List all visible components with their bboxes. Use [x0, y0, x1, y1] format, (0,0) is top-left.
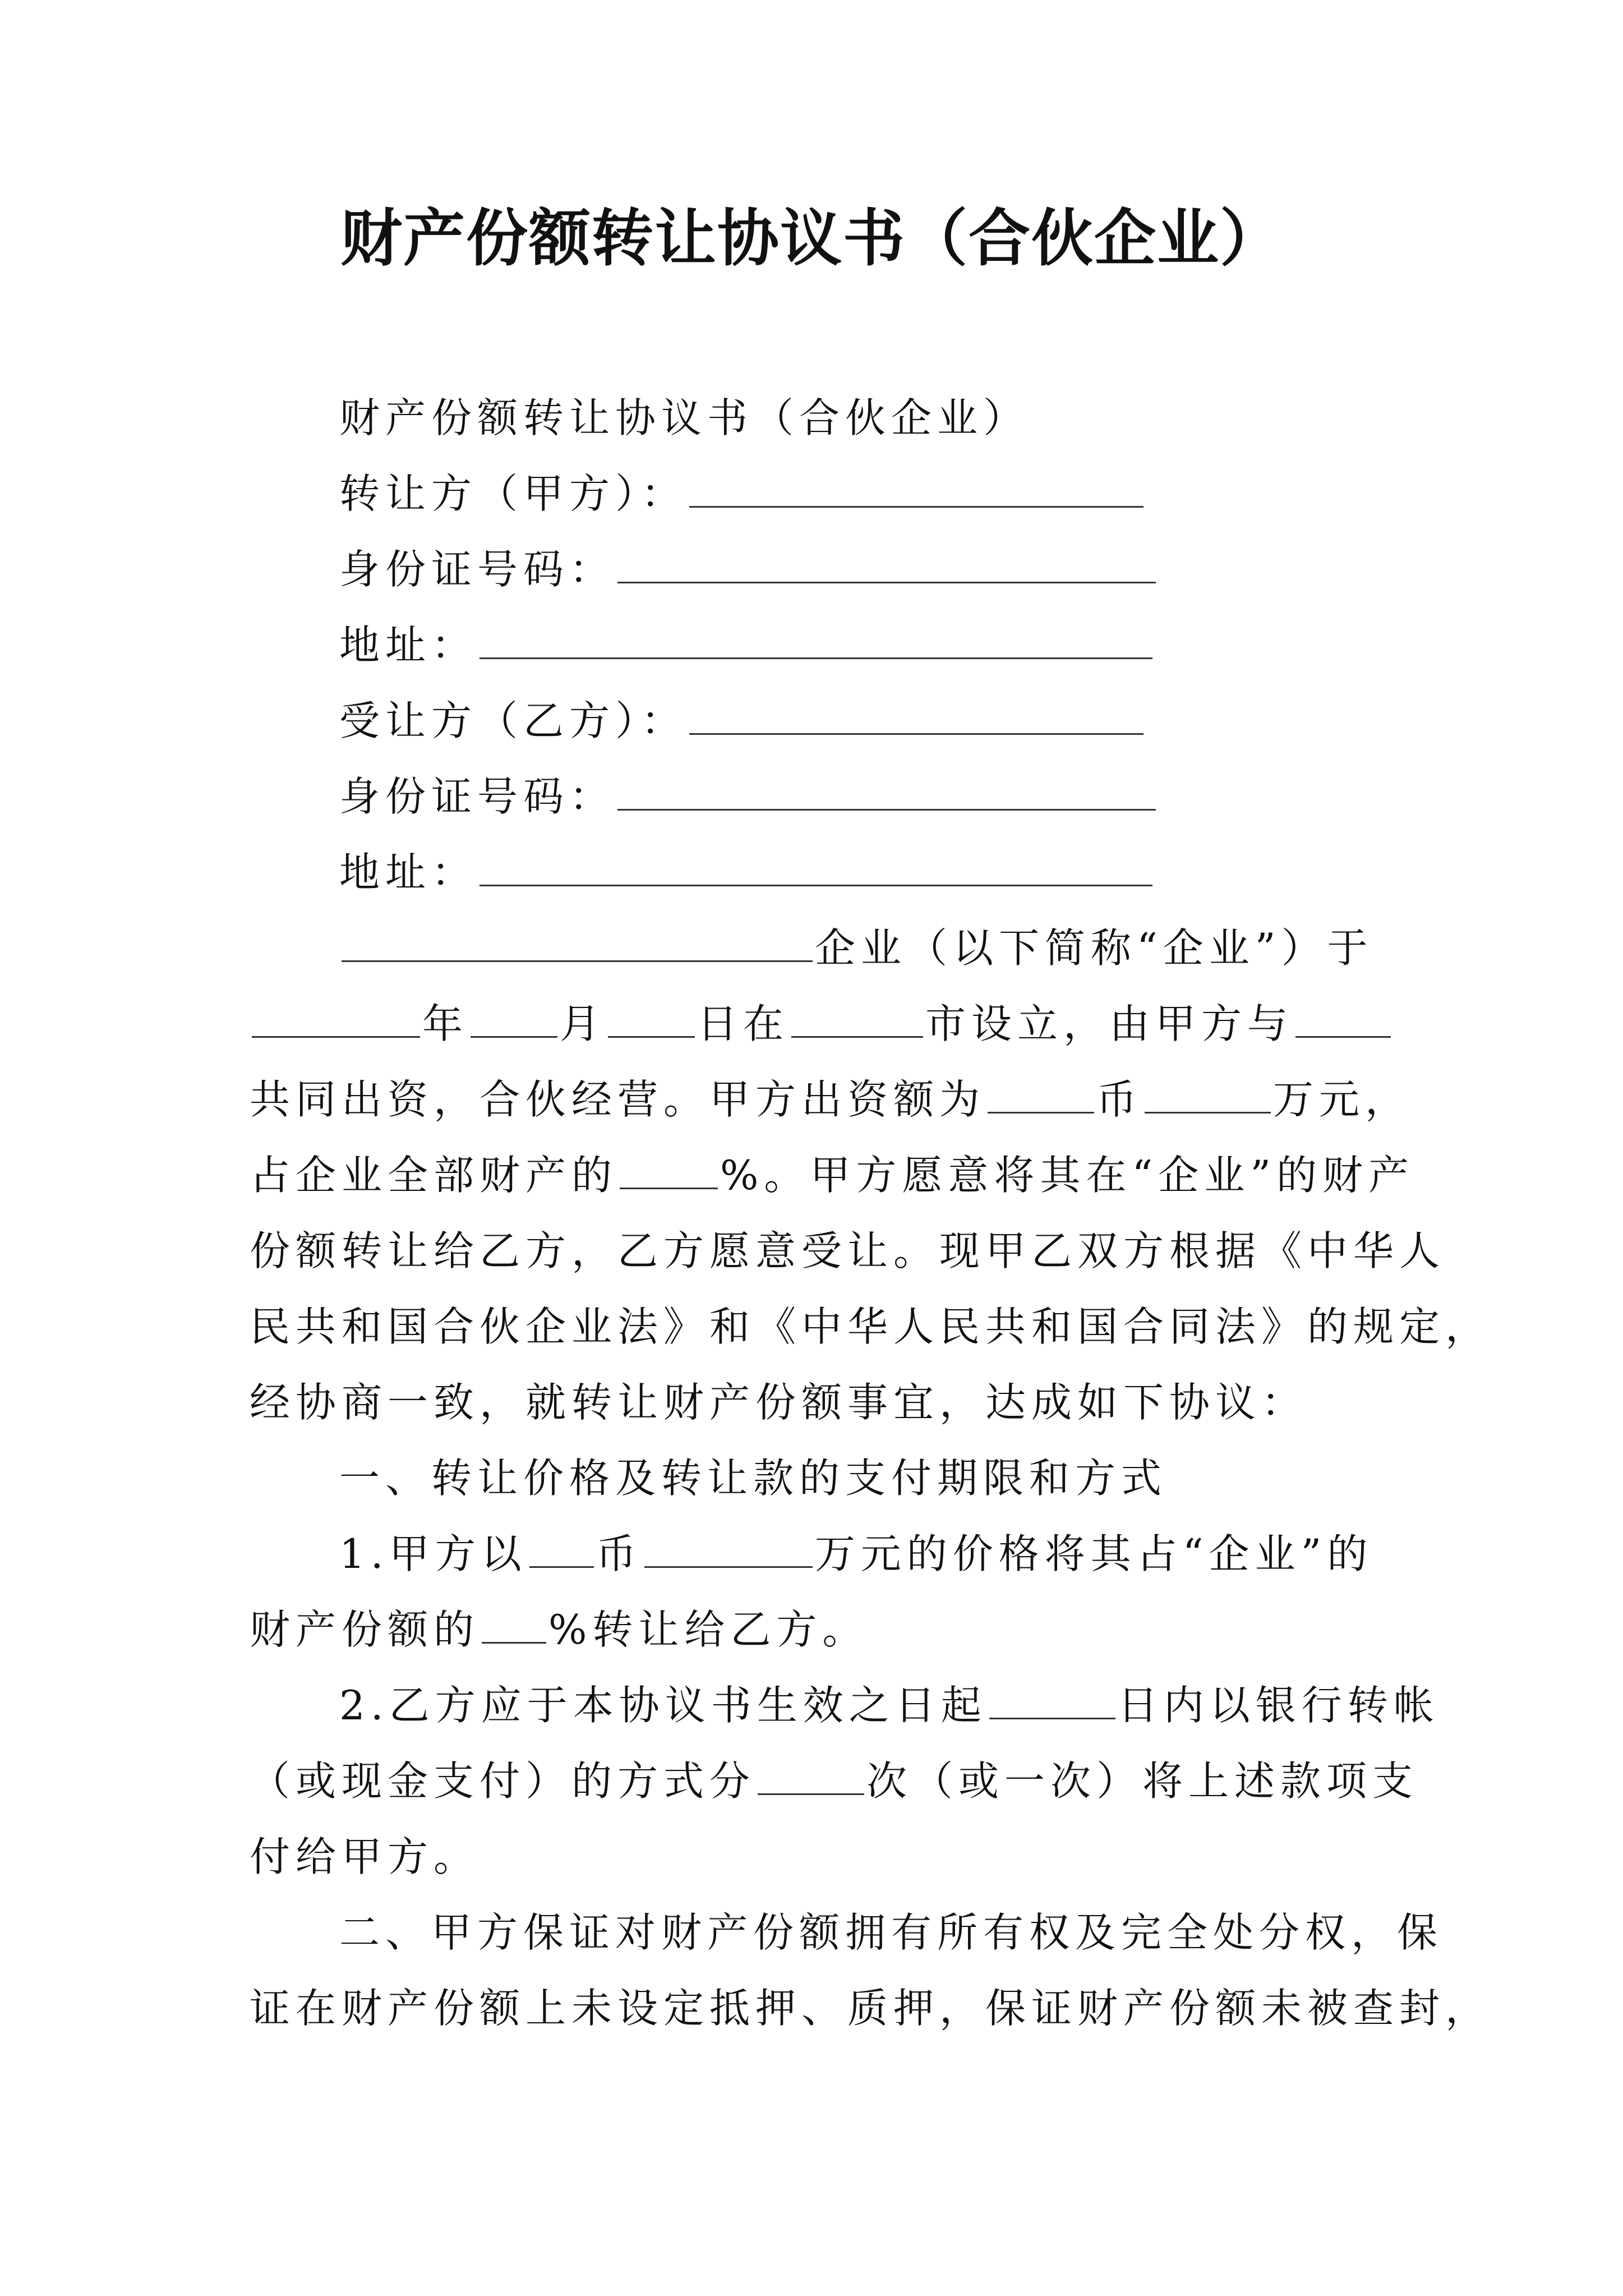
text-segment: （或现金支付）的方式分 — [250, 1757, 756, 1805]
section-1-heading: 一、转让价格及转让款的支付期限和方式 — [339, 1455, 1168, 1502]
clause-1-2-line-1 — [339, 1677, 1440, 1733]
paragraph-1-line-3 — [250, 1071, 1411, 1128]
price-currency-field[interactable] — [529, 1527, 594, 1568]
document-subtitle: 财产份额转让协议书（合伙企业） — [339, 394, 1030, 441]
capital-amount-field[interactable] — [1145, 1073, 1271, 1114]
party-b-name-field[interactable] — [689, 694, 1144, 735]
party-b-id-row — [339, 769, 1158, 825]
section-2-line-1: 二、甲方保证对财产份额拥有所有权及完全处分权，保 — [339, 1909, 1444, 1956]
text-segment: 市设立，由甲方与 — [925, 1000, 1294, 1047]
price-amount-field[interactable] — [644, 1527, 813, 1568]
text-segment: 万元的价格将其占“企业”的 — [814, 1530, 1373, 1577]
document-title: 财产份额转让协议书（合伙企业） — [340, 202, 1283, 274]
paragraph-1-line-2 — [250, 996, 1393, 1052]
year-field[interactable] — [252, 997, 420, 1038]
text-segment: 日内以银行转帐 — [1117, 1682, 1440, 1729]
paragraph-1-line-1 — [339, 920, 1373, 976]
party-a-name-field[interactable] — [689, 467, 1144, 508]
payment-days-field[interactable] — [989, 1678, 1115, 1719]
party-b-address-row — [339, 844, 1155, 900]
clause-1-1-line-2 — [250, 1602, 868, 1658]
party-a-address-label: 地址： — [339, 622, 478, 669]
text-segment: 日在 — [697, 1000, 790, 1047]
party-b-address-field[interactable] — [479, 845, 1152, 886]
enterprise-name-field[interactable] — [342, 921, 813, 962]
currency-field[interactable] — [988, 1073, 1094, 1114]
text-segment: 企业（以下简称“企业”）于 — [815, 924, 1373, 972]
text-segment: 占企业全部财产的 — [250, 1152, 618, 1199]
text-segment: 万元， — [1273, 1076, 1412, 1123]
text-segment: 1.甲方以 — [339, 1530, 527, 1577]
party-a-label: 转让方（甲方）： — [339, 470, 688, 517]
paragraph-1-line-5: 份额转让给乙方，乙方愿意受让。现甲乙双方根据《中华人 — [250, 1227, 1446, 1274]
transfer-percent-field[interactable] — [482, 1603, 546, 1644]
party-b-id-label: 身份证号码： — [339, 773, 616, 820]
party-a-address-field[interactable] — [479, 618, 1152, 659]
text-segment: 币 — [1096, 1076, 1143, 1123]
city-field[interactable] — [791, 997, 923, 1038]
text-segment: 币 — [596, 1530, 642, 1577]
paragraph-1-line-7: 经协商一致，就转让财产份额事宜，达成如下协议： — [250, 1379, 1308, 1426]
installments-field[interactable] — [758, 1754, 864, 1795]
party-b-label: 受让方（乙方）： — [339, 697, 688, 744]
share-percent-field[interactable] — [620, 1148, 718, 1189]
co-investor-field[interactable] — [1295, 997, 1391, 1038]
text-segment: %。甲方愿意将其在“企业”的财产 — [720, 1152, 1415, 1199]
month-field[interactable] — [471, 997, 557, 1038]
paragraph-1-line-6: 民共和国合伙企业法》和《中华人民共和国合同法》的规定， — [250, 1303, 1492, 1350]
text-segment: 年 — [422, 1000, 469, 1047]
text-segment: %转让给乙方。 — [548, 1606, 869, 1653]
clause-1-2-line-2 — [250, 1753, 1418, 1809]
text-segment: 月 — [560, 1000, 606, 1047]
party-b-address-label: 地址： — [339, 849, 478, 896]
party-a-address-row — [339, 617, 1155, 673]
party-a-id-field[interactable] — [617, 542, 1156, 583]
day-field[interactable] — [608, 997, 695, 1038]
clause-1-1-line-1 — [339, 1526, 1373, 1582]
party-a-id-row — [339, 541, 1158, 597]
party-a-id-label: 身份证号码： — [339, 546, 616, 593]
clause-1-2-line-3: 付给甲方。 — [250, 1833, 480, 1880]
paragraph-1-line-4 — [250, 1147, 1414, 1203]
party-b-id-field[interactable] — [617, 770, 1156, 811]
section-2-line-2: 证在财产份额上未设定抵押、质押，保证财产份额未被查封， — [250, 1985, 1492, 2032]
text-segment: 财产份额的 — [250, 1606, 480, 1653]
text-segment: 次（或一次）将上述款项支 — [866, 1757, 1419, 1805]
text-segment: 2.乙方应于本协议书生效之日起 — [339, 1682, 987, 1729]
text-segment: 共同出资，合伙经营。甲方出资额为 — [250, 1076, 986, 1123]
party-b-row — [339, 693, 1146, 749]
party-a-row — [339, 466, 1146, 522]
